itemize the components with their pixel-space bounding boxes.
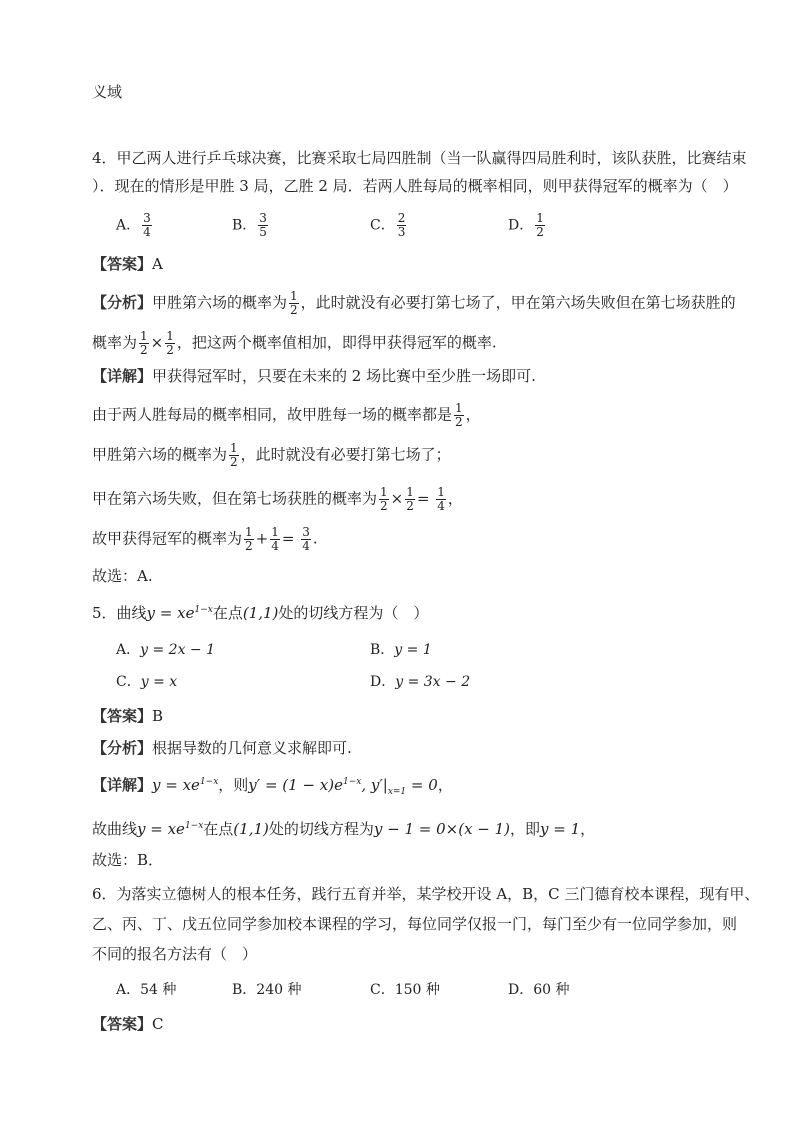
q5-answer: 【答案】B — [92, 707, 164, 725]
q4-analysis-line2: 概率为 $\frac{1}{2}$ × $\frac{1}{2}$ ，把这两个概率值相加，即得甲获得冠军的概率. — [92, 329, 497, 357]
continued-text: 义域 — [92, 83, 123, 101]
q4-detail-line4: 甲在第六场失败，但在第七场获胜的概率为 $\frac{1}{2}$ × $\frac{1}{2}$ = $\frac{1}{4}$ ， — [92, 485, 463, 513]
q5-conclusion: 故选：B． — [92, 851, 164, 869]
q4-analysis-line1: 【分析】甲胜第六场的概率为 $\frac{1}{2}$ ，此时就没有必要打第七场了，甲在第六场失败但在第七场获胜的 — [92, 289, 736, 317]
question-5-stem: 5．曲线$y = xe^{1-x}$在点(1,1)处的切线方程为（ ） — [92, 604, 429, 622]
q4-option-b: B． $\frac{3}{5}$ — [232, 211, 267, 239]
q5-analysis: 【分析】根据导数的几何意义求解即可. — [92, 739, 352, 757]
q5-option-a: A．y = 2x − 1 — [116, 642, 216, 658]
q4-detail-line3: 甲胜第六场的概率为 $\frac{1}{2}$ ，此时就没有必要打第七场了； — [92, 441, 451, 469]
detail-tag: 【详解】 — [92, 776, 153, 794]
question-6-stem-line1: 6．为落实立德树人的根本任务，践行五育并举，某学校开设 A，B，C 三门德育校本课程，现有甲、 — [92, 885, 760, 903]
q6-option-d: D．60 种 — [508, 982, 570, 998]
question-6-stem-line2: 乙、丙、丁、戊五位同学参加校本课程的学习，每位同学仅报一门，每门至少有一位同学参加，则 — [92, 915, 738, 933]
detail-tag: 【详解】 — [92, 367, 153, 385]
q4-option-a: A． $\frac{3}{4}$ — [116, 211, 151, 239]
q5-detail-line1: 【详解】$y = xe^{1-x}$，则$y' = (1 - x)e^{1-x}$, $y'|_{x=1} = 0$， — [92, 776, 453, 797]
analysis-tag: 【分析】 — [92, 293, 153, 312]
question-4-stem-line1: 4．甲乙两人进行乒乓球决赛，比赛采取七局四胜制（当一队赢得四局胜利时，该队获胜，比赛结束 — [92, 149, 747, 167]
q6-option-a: A．54 种 — [116, 982, 177, 998]
q5-option-c: C．y = x — [116, 674, 178, 690]
q4-answer: 【答案】A — [92, 255, 163, 273]
q6-answer: 【答案】C — [92, 1015, 164, 1033]
q4-detail-line5: 故甲获得冠军的概率为 $\frac{1}{2}$ + $\frac{1}{4}$ = $\frac{3}{4}$ . — [92, 525, 318, 553]
q4-detail-line2: 由于两人胜每局的概率相同，故甲胜每一场的概率都是 $\frac{1}{2}$ ， — [92, 401, 481, 429]
q5-option-b: B．y = 1 — [370, 642, 432, 658]
q4-option-c: C． $\frac{2}{3}$ — [370, 211, 406, 239]
analysis-tag: 【分析】 — [92, 739, 153, 757]
q6-option-b: B．240 种 — [232, 982, 302, 998]
answer-tag: 【答案】 — [92, 255, 153, 273]
question-6-stem-line3: 不同的报名方法有（ ） — [92, 945, 258, 963]
answer-tag: 【答案】 — [92, 707, 153, 725]
q6-option-c: C．150 种 — [370, 982, 440, 998]
q4-detail-line1: 【详解】甲获得冠军时，只要在未来的 2 场比赛中至少胜一场即可. — [92, 367, 536, 385]
answer-tag: 【答案】 — [92, 1015, 153, 1033]
q4-conclusion: 故选：A. — [92, 567, 153, 585]
q5-option-d: D．y = 3x − 2 — [370, 674, 471, 690]
question-4-stem-line2: ）．现在的情形是甲胜 3 局，乙胜 2 局．若两人胜每局的概率相同，则甲获得冠军的概率为（ ） — [92, 177, 738, 195]
q5-detail-line2: 故曲线$y = xe^{1-x}$在点(1,1)处的切线方程为y − 1 = 0×(x − 1)，即y = 1， — [92, 820, 596, 838]
q4-option-d: D． $\frac{1}{2}$ — [508, 211, 544, 239]
